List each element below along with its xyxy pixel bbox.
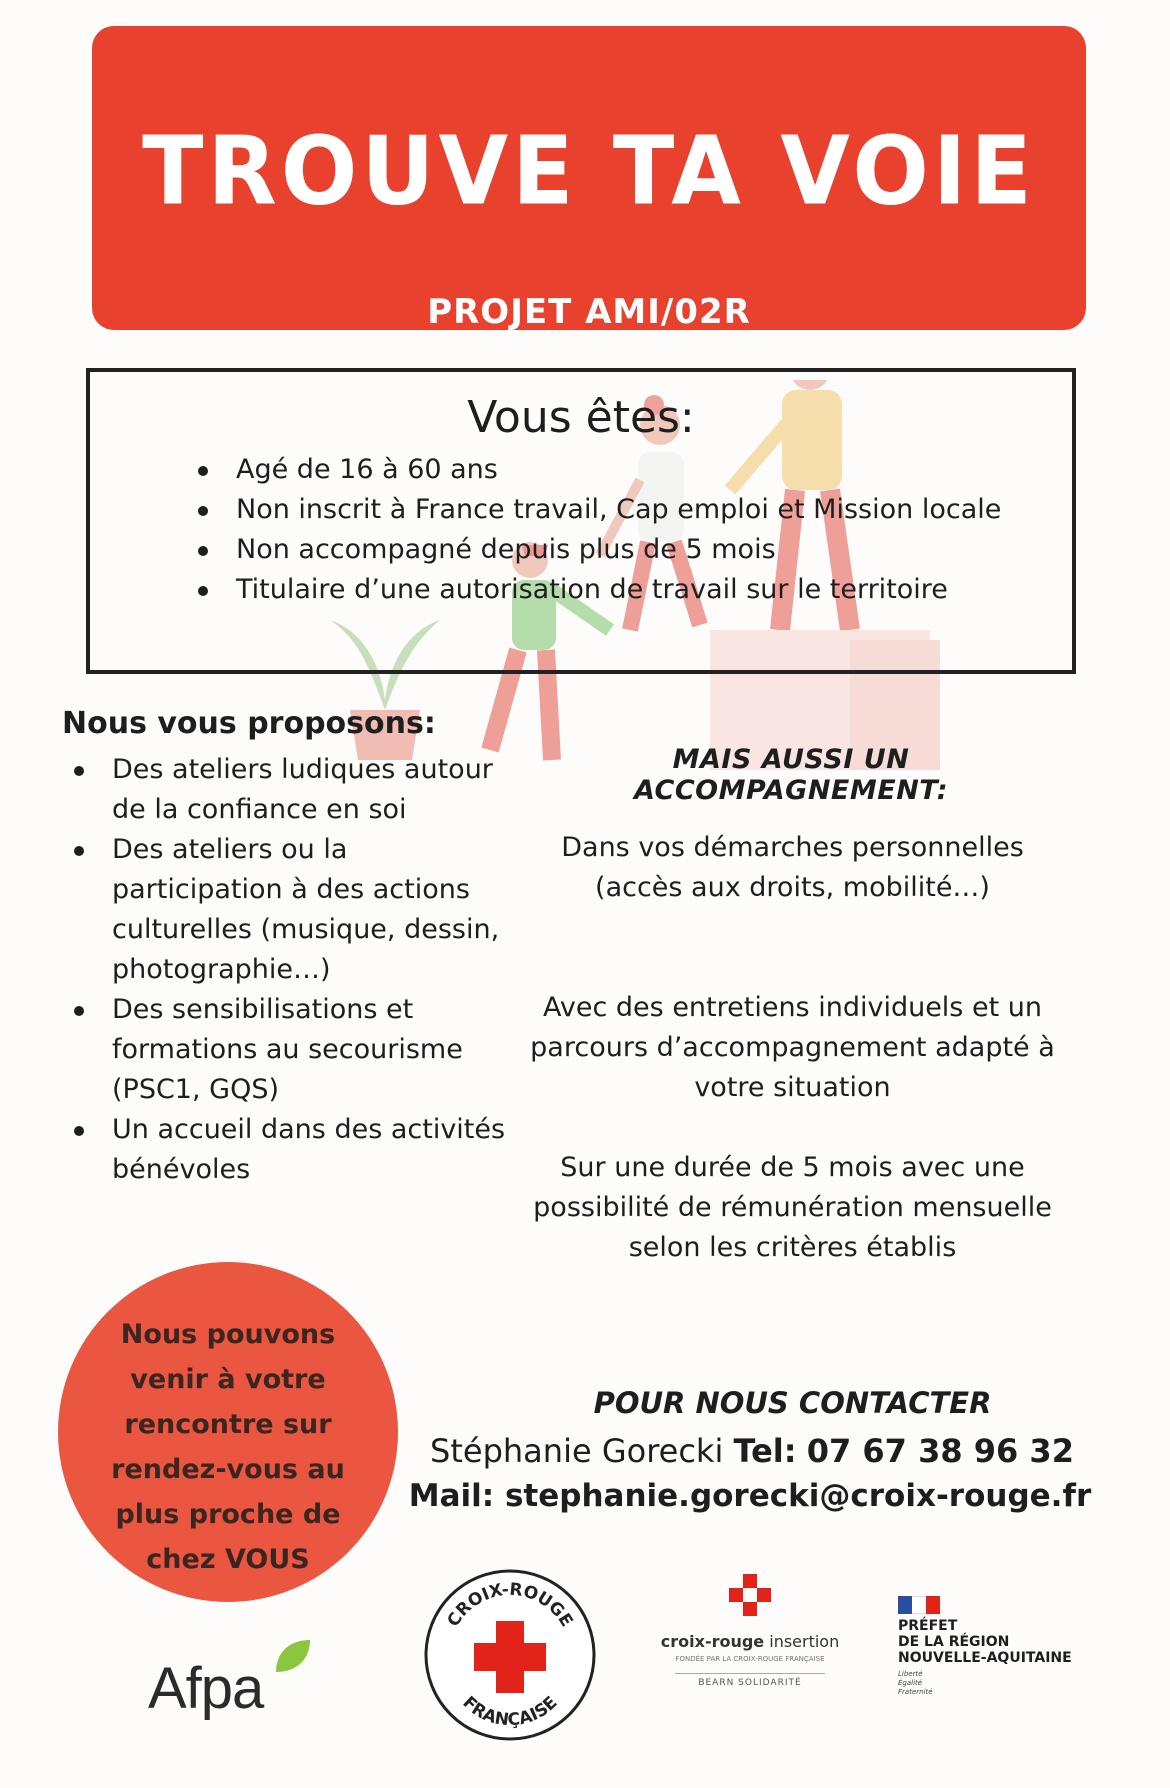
list-item: Des ateliers ou la participation à des actions culturelles (musique, dessin, photographie…) <box>66 830 526 990</box>
accompaniment-paragraph: Avec des entretiens individuels et un parcours d’accompagnement adapté à votre situation <box>530 992 1055 1103</box>
contact-name: Stéphanie Gorecki <box>430 1432 724 1470</box>
cri-name: croix-rouge insertion <box>660 1632 840 1651</box>
meeting-circle-text: Nous pouvons venir à votre rencontre sur rendez-vous au plus proche de chez VOUS <box>111 1319 345 1575</box>
contact-email-line <box>408 1478 1092 1514</box>
meeting-circle <box>58 1262 398 1602</box>
cri-subname: BEARN SOLIDARITÉ <box>698 1678 802 1688</box>
header-banner <box>92 26 1086 330</box>
page-title: TROUVE TA VOIE <box>142 116 1036 227</box>
cri-tagline: FONDÉE PAR LA CROIX-ROUGE FRANÇAISE <box>675 1655 825 1663</box>
list-item: Non inscrit à France travail, Cap emploi et Mission locale <box>190 490 1010 530</box>
page-subtitle: PROJET AMI/02R <box>427 292 751 332</box>
eligibility-list <box>190 450 1010 610</box>
afpa-logo: Afpa <box>148 1656 264 1721</box>
mail-label: Mail: <box>408 1478 495 1514</box>
contact-name-phone <box>412 1432 1092 1470</box>
list-item: Un accueil dans des activités bénévoles <box>66 1110 526 1190</box>
divider <box>675 1673 825 1674</box>
leaf-icon <box>272 1636 312 1676</box>
phone-number[interactable]: 07 67 38 96 32 <box>806 1432 1074 1470</box>
email-link[interactable]: stephanie.gorecki@croix-rouge.fr <box>504 1478 1092 1514</box>
croix-rouge-bottom-text: FRANÇAISE <box>458 1692 562 1731</box>
list-item: Agé de 16 à 60 ans <box>190 450 1010 490</box>
croix-rouge-insertion-logo <box>650 1574 850 1688</box>
red-cross-pixel-icon <box>725 1574 775 1618</box>
eligibility-heading: Vous êtes: <box>467 392 695 443</box>
croix-rouge-logo <box>420 1565 600 1745</box>
accompaniment-paragraph: Sur une durée de 5 mois avec une possibilité de rémunération mensuelle selon les critères établis <box>533 1152 1052 1263</box>
croix-rouge-top-text: CROIX-ROUGE <box>443 1579 577 1631</box>
eligibility-box <box>86 368 1076 674</box>
proposals-heading: Nous vous proposons: <box>62 706 436 741</box>
list-item: Non accompagné depuis plus de 5 mois <box>190 530 1010 570</box>
phone-label: Tel: <box>733 1432 797 1470</box>
french-flag-icon <box>898 1596 940 1614</box>
accompaniment-heading: MAIS AUSSI UN ACCOMPAGNEMENT: <box>633 744 949 806</box>
list-item: Titulaire d’une autorisation de travail sur le territoire <box>190 570 1010 610</box>
prefet-text: PRÉFET DE LA RÉGION NOUVELLE-AQUITAINE <box>898 1618 1072 1666</box>
prefet-logo <box>898 1596 1098 1697</box>
proposals-list <box>66 750 526 1190</box>
accompaniment-paragraph: Dans vos démarches personnelles (accès aux droits, mobilité…) <box>561 832 1024 903</box>
prefet-motto: Liberté Égalité Fraternité <box>898 1670 933 1696</box>
list-item: Des ateliers ludiques autour de la confiance en soi <box>66 750 526 830</box>
contact-heading: POUR NOUS CONTACTER <box>593 1386 992 1420</box>
list-item: Des sensibilisations et formations au secourisme (PSC1, GQS) <box>66 990 526 1110</box>
